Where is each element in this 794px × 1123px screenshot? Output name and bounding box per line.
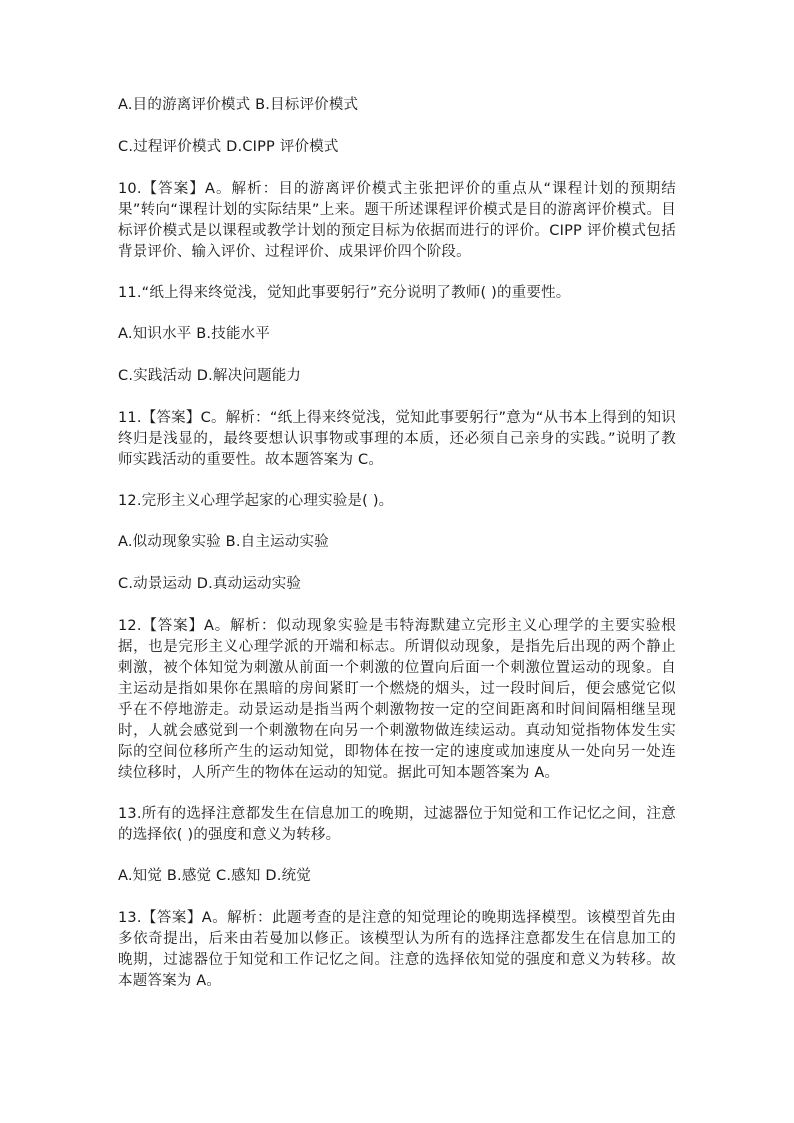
q10-answer: 10.【答案】A。解析：目的游离评价模式主张把评价的重点从“课程计划的预期结果”转向“课程计划的实际结果”上来。题干所述课程评价模式是目的游离评价模式。目标评价模式是以课程或教学计划的预定目标为依据而进行的评价。CIPP 评价模式包括背景评价、输入评价、过程评价、成果评价四个阶段。 bbox=[118, 181, 676, 260]
q11-question: 11.“纸上得来终觉浅，觉知此事要躬行”充分说明了教师( )的重要性。 bbox=[118, 285, 571, 301]
q10-options-cd: C.过程评价模式 D.CIPP 评价模式 bbox=[118, 139, 339, 155]
q12-options-ab: A.似动现象实验 B.自主运动实验 bbox=[118, 534, 329, 550]
q13-answer: 13.【答案】A。解析：此题考查的是注意的知觉理论的晚期选择模型。该模型首先由多依奇提出，后来由若曼加以修正。该模型认为所有的选择注意都发生在信息加工的晚期，过滤器位于知觉和工作记忆之间。注意的选择依知觉的强度和意义为转移。故本题答案为 A。 bbox=[118, 910, 676, 989]
q13-options: A.知觉 B.感觉 C.感知 D.统觉 bbox=[118, 868, 311, 884]
q11-answer: 11.【答案】C。解析：“纸上得来终觉浅，觉知此事要躬行”意为“从书本上得到的知识终归是浅显的，最终要想认识事物或事理的本质，还必须自己亲身的实践。”说明了教师实践活动的重要性。故本题答案为 C。 bbox=[118, 410, 676, 468]
q10-options-ab: A.目的游离评价模式 B.目标评价模式 bbox=[118, 97, 359, 113]
q12-answer: 12.【答案】A。解析：似动现象实验是韦特海默建立完形主义心理学的主要实验根据，也是完形主义心理学派的开端和标志。所谓似动现象，是指先后出现的两个静止刺激，被个体知觉为刺激从前面一个刺激的位置向后面一个刺激位置运动的现象。自主运动是指如果你在黑暗的房间紧盯一个燃烧的烟头，过一段时间后，便会感觉它似乎在不停地游走。动景运动是指当两个刺激物按一定的空间距离和时间间隔相继呈现时，人就会感觉到一个刺激物在向另一个刺激物做连续运动。真动知觉指物体发生实际的空间位移所产生的运动知觉，即物体在按一定的速度或加速度从一处向另一处连续位移时，人所产生的物体在运动的知觉。据此可知本题答案为 A。 bbox=[118, 618, 676, 781]
q11-options-cd: C.实践活动 D.解决问题能力 bbox=[118, 368, 302, 384]
q12-options-cd: C.动景运动 D.真动运动实验 bbox=[118, 576, 302, 592]
q11-options-ab: A.知识水平 B.技能水平 bbox=[118, 326, 271, 342]
q12-question: 12.完形主义心理学起家的心理实验是( )。 bbox=[118, 493, 394, 509]
q13-question: 13.所有的选择注意都发生在信息加工的晚期，过滤器位于知觉和工作记忆之间，注意的选择依( )的强度和意义为转移。 bbox=[118, 806, 676, 843]
